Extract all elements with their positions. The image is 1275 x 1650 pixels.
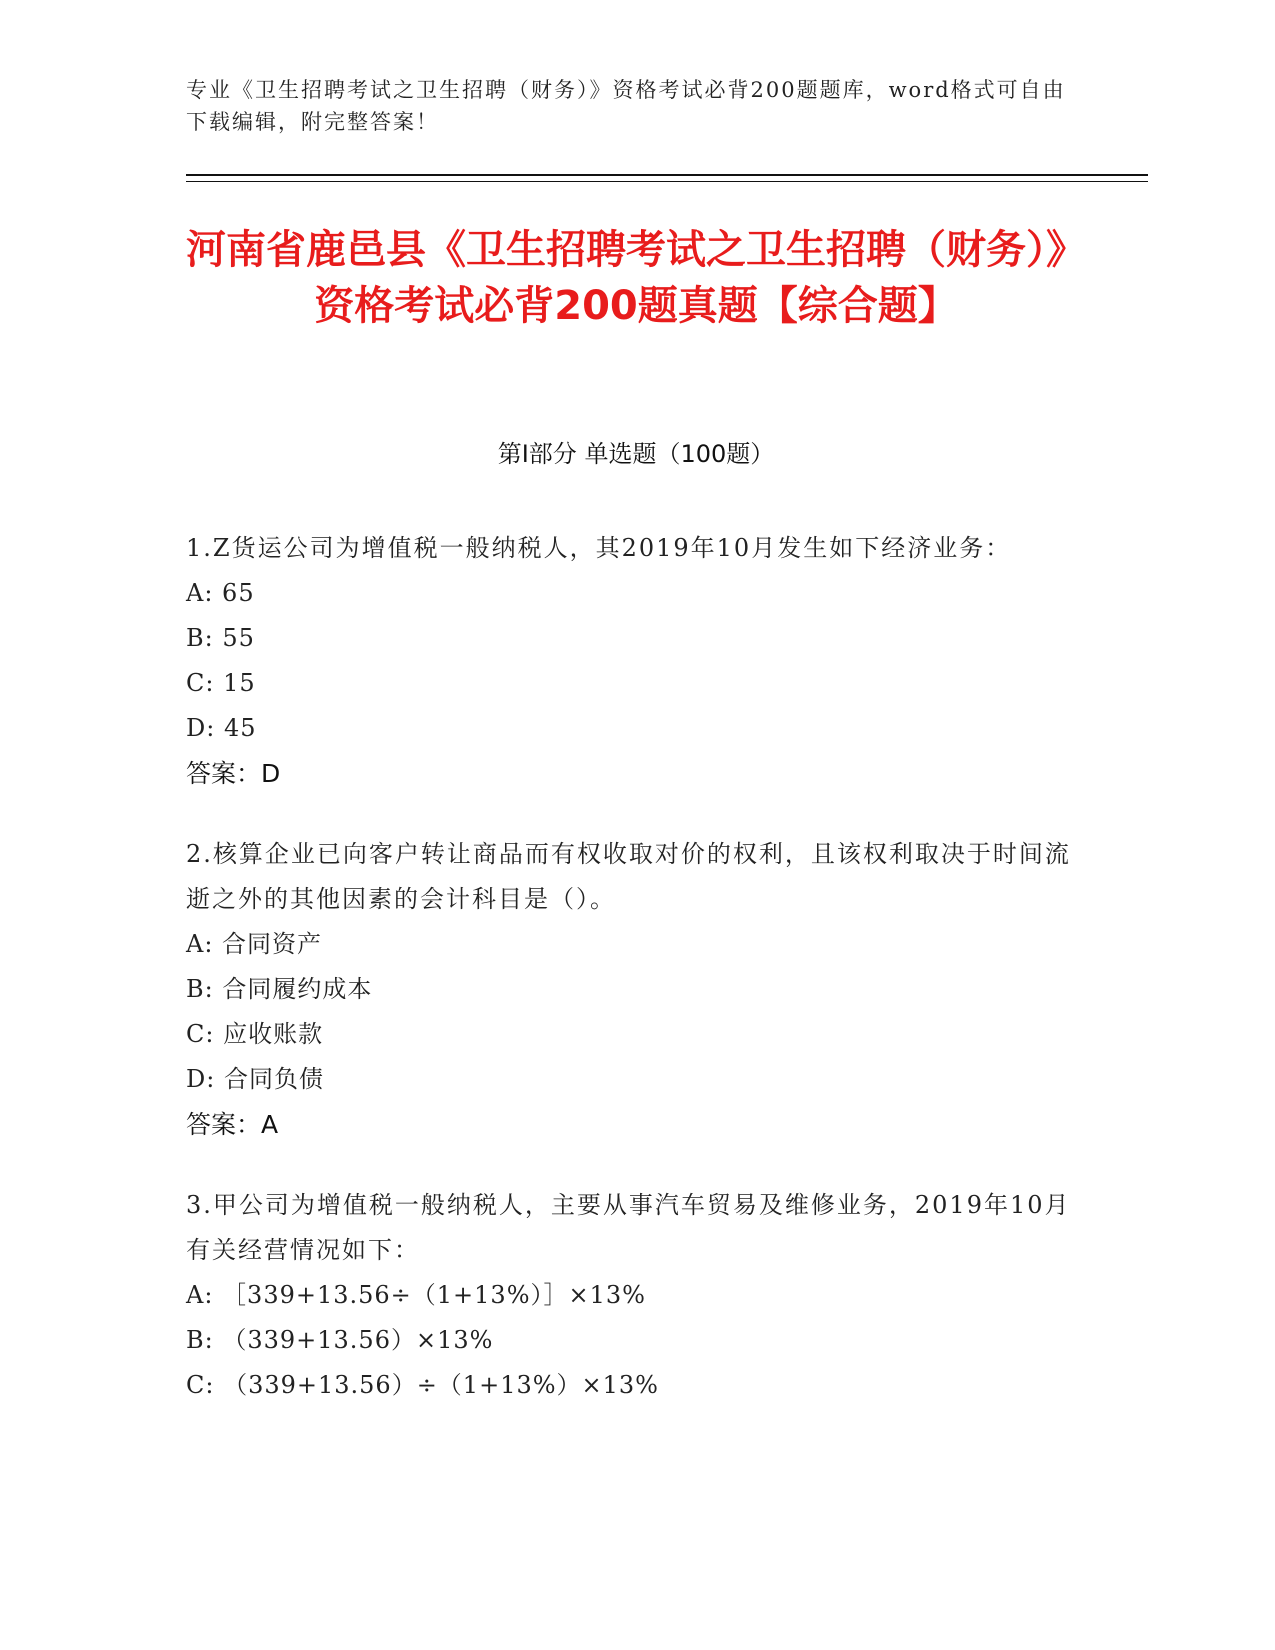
header-divider-thin: [186, 181, 1148, 182]
option-d: D: 45: [186, 714, 257, 742]
page-title: 河南省鹿邑县《卫生招聘考试之卫生招聘（财务）》资格考试必背200题真题【综合题】: [186, 227, 1086, 329]
question-list: [186, 526, 1086, 1444]
option-a: A: ［339+13.56÷（1+13%）］×13%: [186, 1281, 646, 1309]
option-c: C: 应收账款: [186, 1020, 324, 1048]
question-stem: 2.核算企业已向客户转让商品而有权收取对价的权利，且该权利取决于时间流逝之外的其他因素的会计科目是（）。: [186, 840, 1071, 913]
question-1: [186, 526, 1086, 796]
answer-line: 答案：A: [186, 1110, 279, 1139]
option-a: A: 合同资产: [186, 930, 323, 958]
option-b: B: （339+13.56）×13%: [186, 1326, 494, 1354]
option-c: C: 15: [186, 669, 256, 697]
question-stem: 1.Z货运公司为增值税一般纳税人，其2019年10月发生如下经济业务：: [186, 534, 1012, 562]
option-b: B: 合同履约成本: [186, 975, 373, 1003]
option-c: C: （339+13.56）÷（1+13%）×13%: [186, 1371, 659, 1399]
question-2: [186, 832, 1086, 1147]
option-a: A: 65: [186, 579, 255, 607]
question-3: [186, 1183, 1086, 1408]
option-d: D: 合同负债: [186, 1065, 324, 1093]
header-note: 专业《卫生招聘考试之卫生招聘（财务）》资格考试必背200题题库，word格式可自由下载编辑，附完整答案！: [186, 78, 1066, 134]
header-divider-thick: [186, 174, 1148, 176]
section-heading: 第I部分 单选题（100题）: [497, 440, 775, 468]
answer-line: 答案：D: [186, 759, 281, 788]
option-b: B: 55: [186, 624, 255, 652]
question-stem: 3.甲公司为增值税一般纳税人，主要从事汽车贸易及维修业务，2019年10月有关经营情况如下：: [186, 1191, 1071, 1264]
